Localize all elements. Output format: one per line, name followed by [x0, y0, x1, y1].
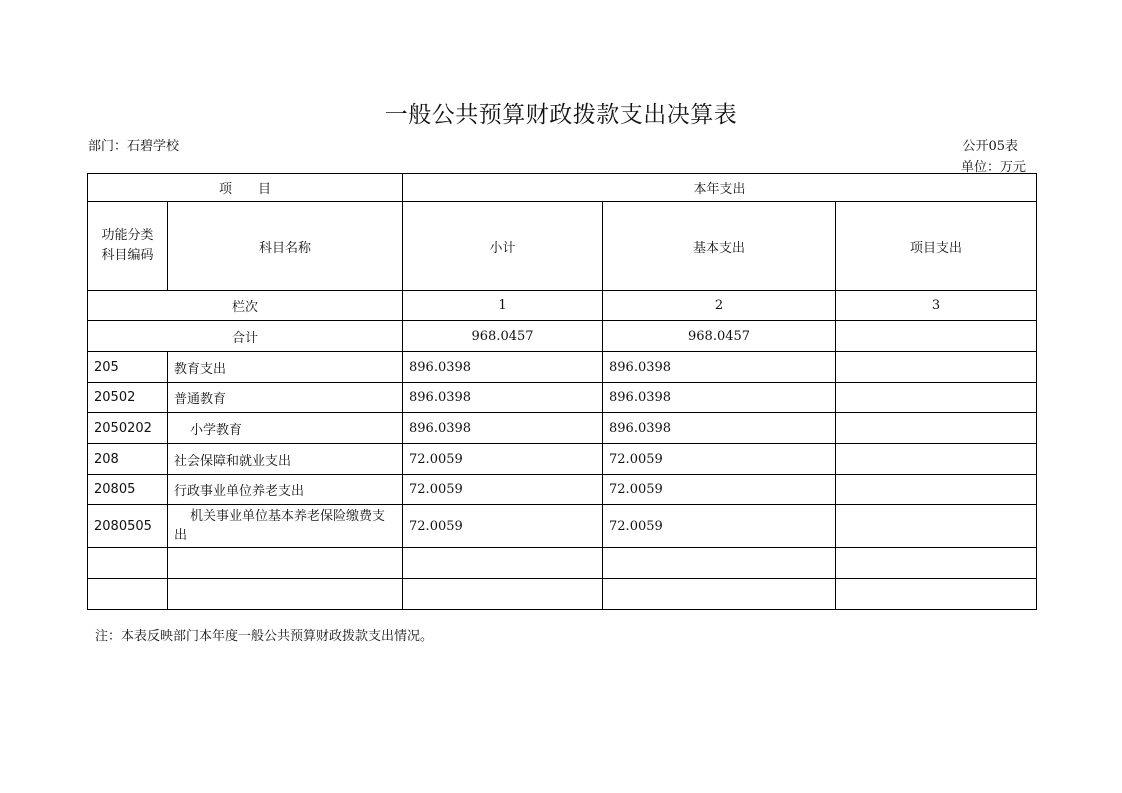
expenditure-table	[87, 173, 1037, 610]
header-func-code-line2: 科目编码	[101, 248, 154, 263]
empty-cell	[88, 548, 168, 579]
table-row	[88, 475, 1037, 505]
header-basic: 基本支出	[603, 202, 836, 291]
header-item: 项 目	[88, 174, 403, 202]
empty-cell	[836, 579, 1037, 610]
empty-cell	[403, 579, 603, 610]
row-name: 小学教育	[168, 413, 403, 444]
column-index-2: 2	[603, 291, 836, 321]
row-basic: 72.0059	[603, 444, 836, 475]
empty-row	[88, 548, 1037, 579]
row-project	[836, 352, 1037, 383]
row-project	[836, 505, 1037, 548]
empty-cell	[836, 548, 1037, 579]
row-basic: 72.0059	[603, 505, 836, 548]
header-project: 项目支出	[836, 202, 1037, 291]
row-code: 20805	[88, 475, 168, 505]
empty-cell	[168, 548, 403, 579]
total-row	[88, 321, 1037, 352]
page-title: 一般公共预算财政拨款支出决算表	[384, 102, 738, 128]
row-name: 行政事业单位养老支出	[168, 475, 403, 505]
row-basic: 896.0398	[603, 413, 836, 444]
total-project	[836, 321, 1037, 352]
table-row	[88, 383, 1037, 413]
row-subtotal: 896.0398	[403, 413, 603, 444]
empty-cell	[603, 548, 836, 579]
footnote: 注：本表反映部门本年度一般公共预算财政拨款支出情况。	[95, 629, 434, 644]
form-number: 公开05表	[962, 139, 1018, 154]
row-name: 社会保障和就业支出	[168, 444, 403, 475]
row-code: 2050202	[88, 413, 168, 444]
row-basic: 72.0059	[603, 475, 836, 505]
row-basic: 896.0398	[603, 383, 836, 413]
row-basic: 896.0398	[603, 352, 836, 383]
total-label: 合计	[88, 321, 403, 352]
row-code: 208	[88, 444, 168, 475]
total-subtotal: 968.0457	[403, 321, 603, 352]
table-row	[88, 352, 1037, 383]
row-subtotal: 896.0398	[403, 352, 603, 383]
unit-label: 单位：万元	[960, 160, 1026, 175]
row-project	[836, 413, 1037, 444]
row-project	[836, 475, 1037, 505]
column-index-row	[88, 291, 1037, 321]
table-row	[88, 444, 1037, 475]
row-subtotal: 72.0059	[403, 505, 603, 548]
header-subtotal: 小计	[403, 202, 603, 291]
column-index-label: 栏次	[88, 291, 403, 321]
header-func-code	[88, 202, 168, 291]
row-project	[836, 383, 1037, 413]
row-code: 2080505	[88, 505, 168, 548]
empty-cell	[168, 579, 403, 610]
header-func-code-line1: 功能分类	[101, 228, 154, 243]
row-subtotal: 72.0059	[403, 475, 603, 505]
header-current-year: 本年支出	[403, 174, 1037, 202]
empty-cell	[88, 579, 168, 610]
row-code: 20502	[88, 383, 168, 413]
department-label: 部门：石碧学校	[88, 139, 180, 154]
row-subtotal: 72.0059	[403, 444, 603, 475]
row-name: 教育支出	[168, 352, 403, 383]
table-row	[88, 413, 1037, 444]
empty-row	[88, 579, 1037, 610]
column-index-1: 1	[403, 291, 603, 321]
table-row	[88, 505, 1037, 548]
row-code: 205	[88, 352, 168, 383]
header-row-2	[88, 202, 1037, 291]
row-subtotal: 896.0398	[403, 383, 603, 413]
header-subject-name: 科目名称	[168, 202, 403, 291]
row-project	[836, 444, 1037, 475]
empty-cell	[403, 548, 603, 579]
header-row-1	[88, 174, 1037, 202]
row-name: 普通教育	[168, 383, 403, 413]
total-basic: 968.0457	[603, 321, 836, 352]
row-name: 机关事业单位基本养老保险缴费支出	[168, 505, 403, 548]
column-index-3: 3	[836, 291, 1037, 321]
empty-cell	[603, 579, 836, 610]
